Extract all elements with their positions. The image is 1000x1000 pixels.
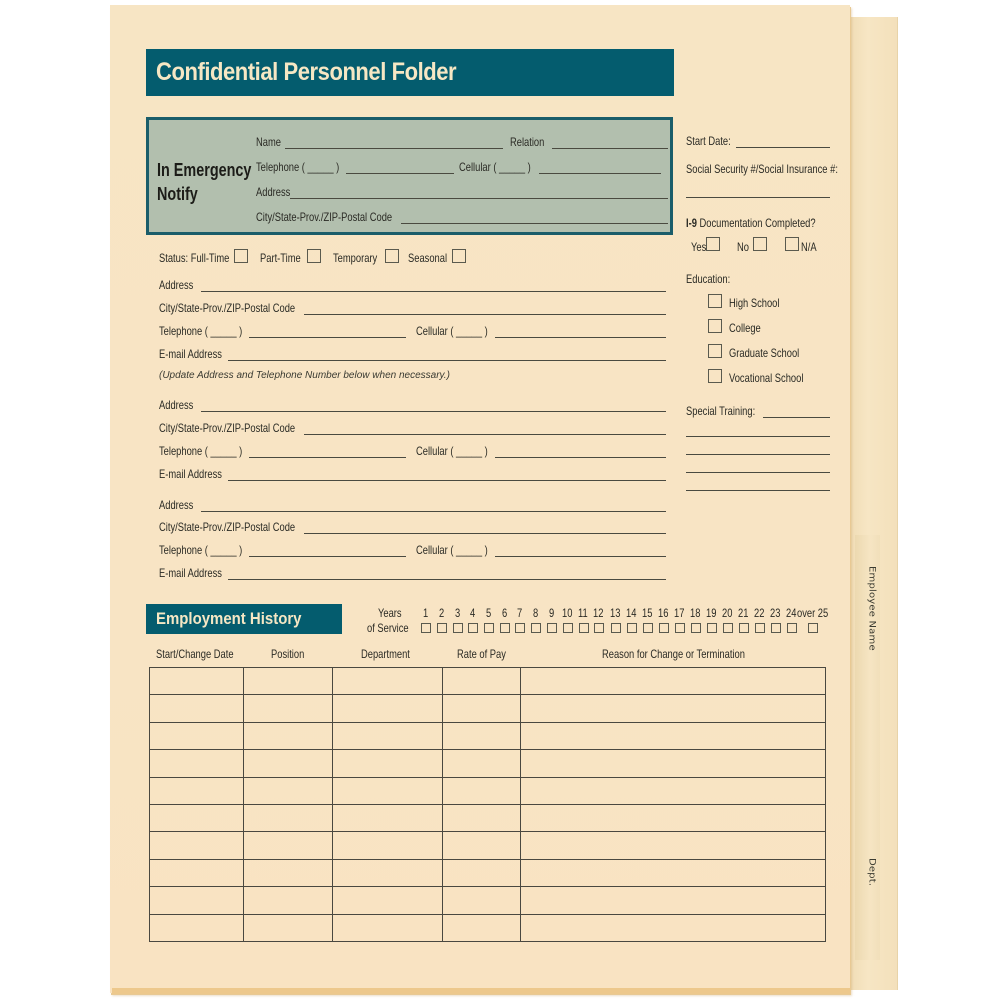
ssn-field[interactable] [686,197,830,198]
table-cell[interactable] [521,859,826,886]
education-high-school-checkbox[interactable] [708,294,722,308]
table-cell[interactable] [521,804,826,831]
table-row [150,750,826,777]
special-training-field-4[interactable] [686,472,830,473]
status-seasonal-checkbox[interactable] [452,249,466,263]
table-cell[interactable] [332,832,442,859]
employment-history-heading: Employment History [146,604,342,634]
years-label-line2: of Service [367,621,409,635]
column-reason: Reason for Change or Termination [602,647,745,661]
emergency-city-label: City/State-Prov./ZIP-Postal Code [256,210,393,224]
table-cell[interactable] [521,668,826,695]
years-number-label: 19 [706,606,717,620]
city-field-1[interactable] [304,314,666,315]
table-cell[interactable] [243,722,332,749]
education-college-checkbox[interactable] [708,319,722,333]
table-cell[interactable] [243,777,332,804]
emergency-telephone-label: Telephone ( _____ ) [256,160,340,174]
city-label-3: City/State-Prov./ZIP-Postal Code [159,520,296,534]
years-of-service-checkbox[interactable] [594,623,604,633]
start-date-label: Start Date: [686,134,731,148]
education-graduate-school-checkbox[interactable] [708,344,722,358]
education-vocational-school-label: Vocational School [729,371,804,385]
table-cell[interactable] [243,914,332,941]
years-of-service-checkbox[interactable] [547,623,557,633]
emergency-address-label: Address [256,185,291,199]
table-row [150,887,826,914]
table-cell[interactable] [243,859,332,886]
special-training-field-2[interactable] [686,436,830,437]
page-title: Confidential Personnel Folder [146,49,674,96]
table-row [150,832,826,859]
emergency-contact-section [146,117,673,235]
table-cell[interactable] [243,832,332,859]
special-training-field-3[interactable] [686,454,830,455]
address-field-2[interactable] [201,411,666,412]
table-cell[interactable] [442,914,521,941]
years-number-label: 22 [754,606,765,620]
address-field-3[interactable] [201,511,666,512]
address-label-2: Address [159,398,194,412]
years-of-service-checkbox[interactable] [531,623,541,633]
table-cell[interactable] [442,859,521,886]
years-of-service-checkbox[interactable] [787,623,797,633]
telephone-field-3[interactable] [249,556,406,557]
years-of-service-checkbox[interactable] [755,623,765,633]
column-department: Department [361,647,410,661]
years-number-label: 10 [562,606,573,620]
years-of-service-checkbox[interactable] [484,623,494,633]
table-row [150,859,826,886]
cellular-field-2[interactable] [495,457,666,458]
table-cell[interactable] [521,722,826,749]
start-date-field[interactable] [736,147,830,148]
cellular-label-1: Cellular ( _____ ) [416,324,488,338]
status-part-time-checkbox[interactable] [307,249,321,263]
table-cell[interactable] [332,695,442,722]
years-number-label: 8 [533,606,539,620]
i9-yes-checkbox[interactable] [706,237,720,251]
table-row [150,777,826,804]
special-training-field-5[interactable] [686,490,830,491]
table-cell[interactable] [442,804,521,831]
table-cell[interactable] [150,914,244,941]
email-field-3[interactable] [228,579,666,580]
email-label-1: E-mail Address [159,347,222,361]
years-of-service-checkbox[interactable] [437,623,447,633]
i9-na-label: N/A [801,240,817,254]
education-college-label: College [729,321,761,335]
city-label-1: City/State-Prov./ZIP-Postal Code [159,301,296,315]
years-number-label: 7 [517,606,523,620]
education-vocational-school-checkbox[interactable] [708,369,722,383]
i9-na-checkbox[interactable] [785,237,799,251]
table-cell[interactable] [442,668,521,695]
table-cell[interactable] [150,887,244,914]
years-of-service-checkbox[interactable] [771,623,781,633]
email-field-2[interactable] [228,480,666,481]
emergency-cellular-field[interactable] [539,173,661,174]
employment-history-table [149,667,826,942]
table-row [150,695,826,722]
i9-yes-label: Yes [691,240,707,254]
table-row [150,914,826,941]
status-temporary-label: Temporary [333,251,378,265]
years-of-service-checkbox[interactable] [707,623,717,633]
emergency-cellular-label: Cellular ( _____ ) [459,160,531,174]
table-cell[interactable] [332,887,442,914]
table-cell[interactable] [243,750,332,777]
years-number-label: 3 [455,606,461,620]
years-number-label: 9 [549,606,555,620]
table-cell[interactable] [521,832,826,859]
years-number-label: 21 [738,606,749,620]
years-of-service-checkbox[interactable] [739,623,749,633]
education-label: Education: [686,272,731,286]
folder-bottom-edge [112,988,850,994]
table-cell[interactable] [332,750,442,777]
table-cell[interactable] [521,750,826,777]
table-cell[interactable] [332,722,442,749]
years-number-label: 6 [502,606,508,620]
table-cell[interactable] [150,777,244,804]
emergency-address-field[interactable] [290,198,668,199]
table-cell[interactable] [521,695,826,722]
city-field-3[interactable] [304,533,666,534]
years-of-service-checkbox[interactable] [691,623,701,633]
city-field-2[interactable] [304,434,666,435]
table-cell[interactable] [442,777,521,804]
telephone-field-1[interactable] [249,337,406,338]
years-number-label: over 25 [797,606,829,620]
cellular-field-3[interactable] [495,556,666,557]
years-number-label: 24 [786,606,797,620]
years-number-label: 18 [690,606,701,620]
special-training-field-1[interactable] [763,417,830,418]
update-note: (Update Address and Telephone Number below when necessary.) [159,370,450,381]
years-of-service-checkbox[interactable] [579,623,589,633]
years-number-label: 4 [470,606,476,620]
cellular-field-1[interactable] [495,337,666,338]
i9-no-checkbox[interactable] [753,237,767,251]
email-label-3: E-mail Address [159,566,222,580]
address-label-3: Address [159,498,194,512]
emergency-city-field[interactable] [401,223,668,224]
years-of-service-checkbox[interactable] [723,623,733,633]
years-number-label: 11 [578,606,588,620]
years-of-service-checkbox[interactable] [563,623,573,633]
emergency-telephone-field[interactable] [346,173,454,174]
table-cell[interactable] [150,832,244,859]
years-number-label: 1 [423,606,429,620]
years-of-service-checkbox[interactable] [627,623,637,633]
table-cell[interactable] [332,804,442,831]
years-of-service-checkbox[interactable] [808,623,818,633]
table-cell[interactable] [332,777,442,804]
address-field-1[interactable] [201,291,666,292]
years-of-service-checkbox[interactable] [468,623,478,633]
table-cell[interactable] [243,804,332,831]
emergency-heading: In Emergency Notify [157,160,252,204]
table-cell[interactable] [442,750,521,777]
table-cell[interactable] [150,804,244,831]
table-cell[interactable] [521,914,826,941]
telephone-label-2: Telephone ( _____ ) [159,444,243,458]
years-number-label: 12 [593,606,604,620]
table-row [150,722,826,749]
column-start-change-date: Start/Change Date [156,647,234,661]
emergency-name-field[interactable] [285,148,503,149]
status-seasonal-label: Seasonal [408,251,448,265]
email-label-2: E-mail Address [159,467,222,481]
table-cell[interactable] [332,914,442,941]
years-of-service-checkbox[interactable] [453,623,463,633]
i9-no-label: No [737,240,749,254]
column-position: Position [271,647,305,661]
years-of-service-checkbox[interactable] [515,623,525,633]
address-label-1: Address [159,278,194,292]
emergency-relation-label: Relation [510,135,545,149]
status-full-time-label: Status: Full-Time [159,251,230,265]
years-number-label: 2 [439,606,445,620]
table-cell[interactable] [521,887,826,914]
years-number-label: 16 [658,606,669,620]
table-cell[interactable] [150,722,244,749]
years-label-line1: Years [378,606,402,620]
years-number-label: 15 [642,606,653,620]
table-cell[interactable] [243,668,332,695]
years-number-label: 14 [626,606,637,620]
table-cell[interactable] [442,722,521,749]
years-of-service-checkbox[interactable] [611,623,621,633]
table-cell[interactable] [332,859,442,886]
table-cell[interactable] [150,859,244,886]
table-cell[interactable] [521,777,826,804]
ssn-label: Social Security #/Social Insurance #: [686,162,838,176]
telephone-label-3: Telephone ( _____ ) [159,543,243,557]
table-row [150,804,826,831]
i9-label: I-9 Documentation Completed? [686,216,816,230]
telephone-field-2[interactable] [249,457,406,458]
education-graduate-school-label: Graduate School [729,346,800,360]
table-cell[interactable] [243,695,332,722]
special-training-label: Special Training: [686,404,756,418]
status-temporary-checkbox[interactable] [385,249,399,263]
cellular-label-2: Cellular ( _____ ) [416,444,488,458]
table-cell[interactable] [150,695,244,722]
emergency-relation-field[interactable] [552,148,668,149]
years-of-service-checkbox[interactable] [659,623,669,633]
table-cell[interactable] [243,887,332,914]
years-of-service-checkbox[interactable] [643,623,653,633]
table-cell[interactable] [332,668,442,695]
years-of-service-checkbox[interactable] [421,623,431,633]
email-field-1[interactable] [228,360,666,361]
emergency-name-label: Name [256,135,281,149]
years-of-service-checkbox[interactable] [500,623,510,633]
table-cell[interactable] [442,695,521,722]
years-number-label: 23 [770,606,781,620]
tab-dept-label: Dept. [866,858,877,887]
cellular-label-3: Cellular ( _____ ) [416,543,488,557]
table-cell[interactable] [150,750,244,777]
years-number-label: 5 [486,606,492,620]
table-cell[interactable] [442,887,521,914]
years-number-label: 20 [722,606,733,620]
table-row [150,668,826,695]
tab-employee-name-label: Employee Name [866,566,877,651]
telephone-label-1: Telephone ( _____ ) [159,324,243,338]
status-full-time-checkbox[interactable] [234,249,248,263]
column-rate-of-pay: Rate of Pay [457,647,506,661]
table-cell[interactable] [442,832,521,859]
status-part-time-label: Part-Time [260,251,301,265]
years-of-service-checkbox[interactable] [675,623,685,633]
years-number-label: 17 [674,606,685,620]
education-high-school-label: High School [729,296,780,310]
table-cell[interactable] [150,668,244,695]
years-number-label: 13 [610,606,621,620]
city-label-2: City/State-Prov./ZIP-Postal Code [159,421,296,435]
